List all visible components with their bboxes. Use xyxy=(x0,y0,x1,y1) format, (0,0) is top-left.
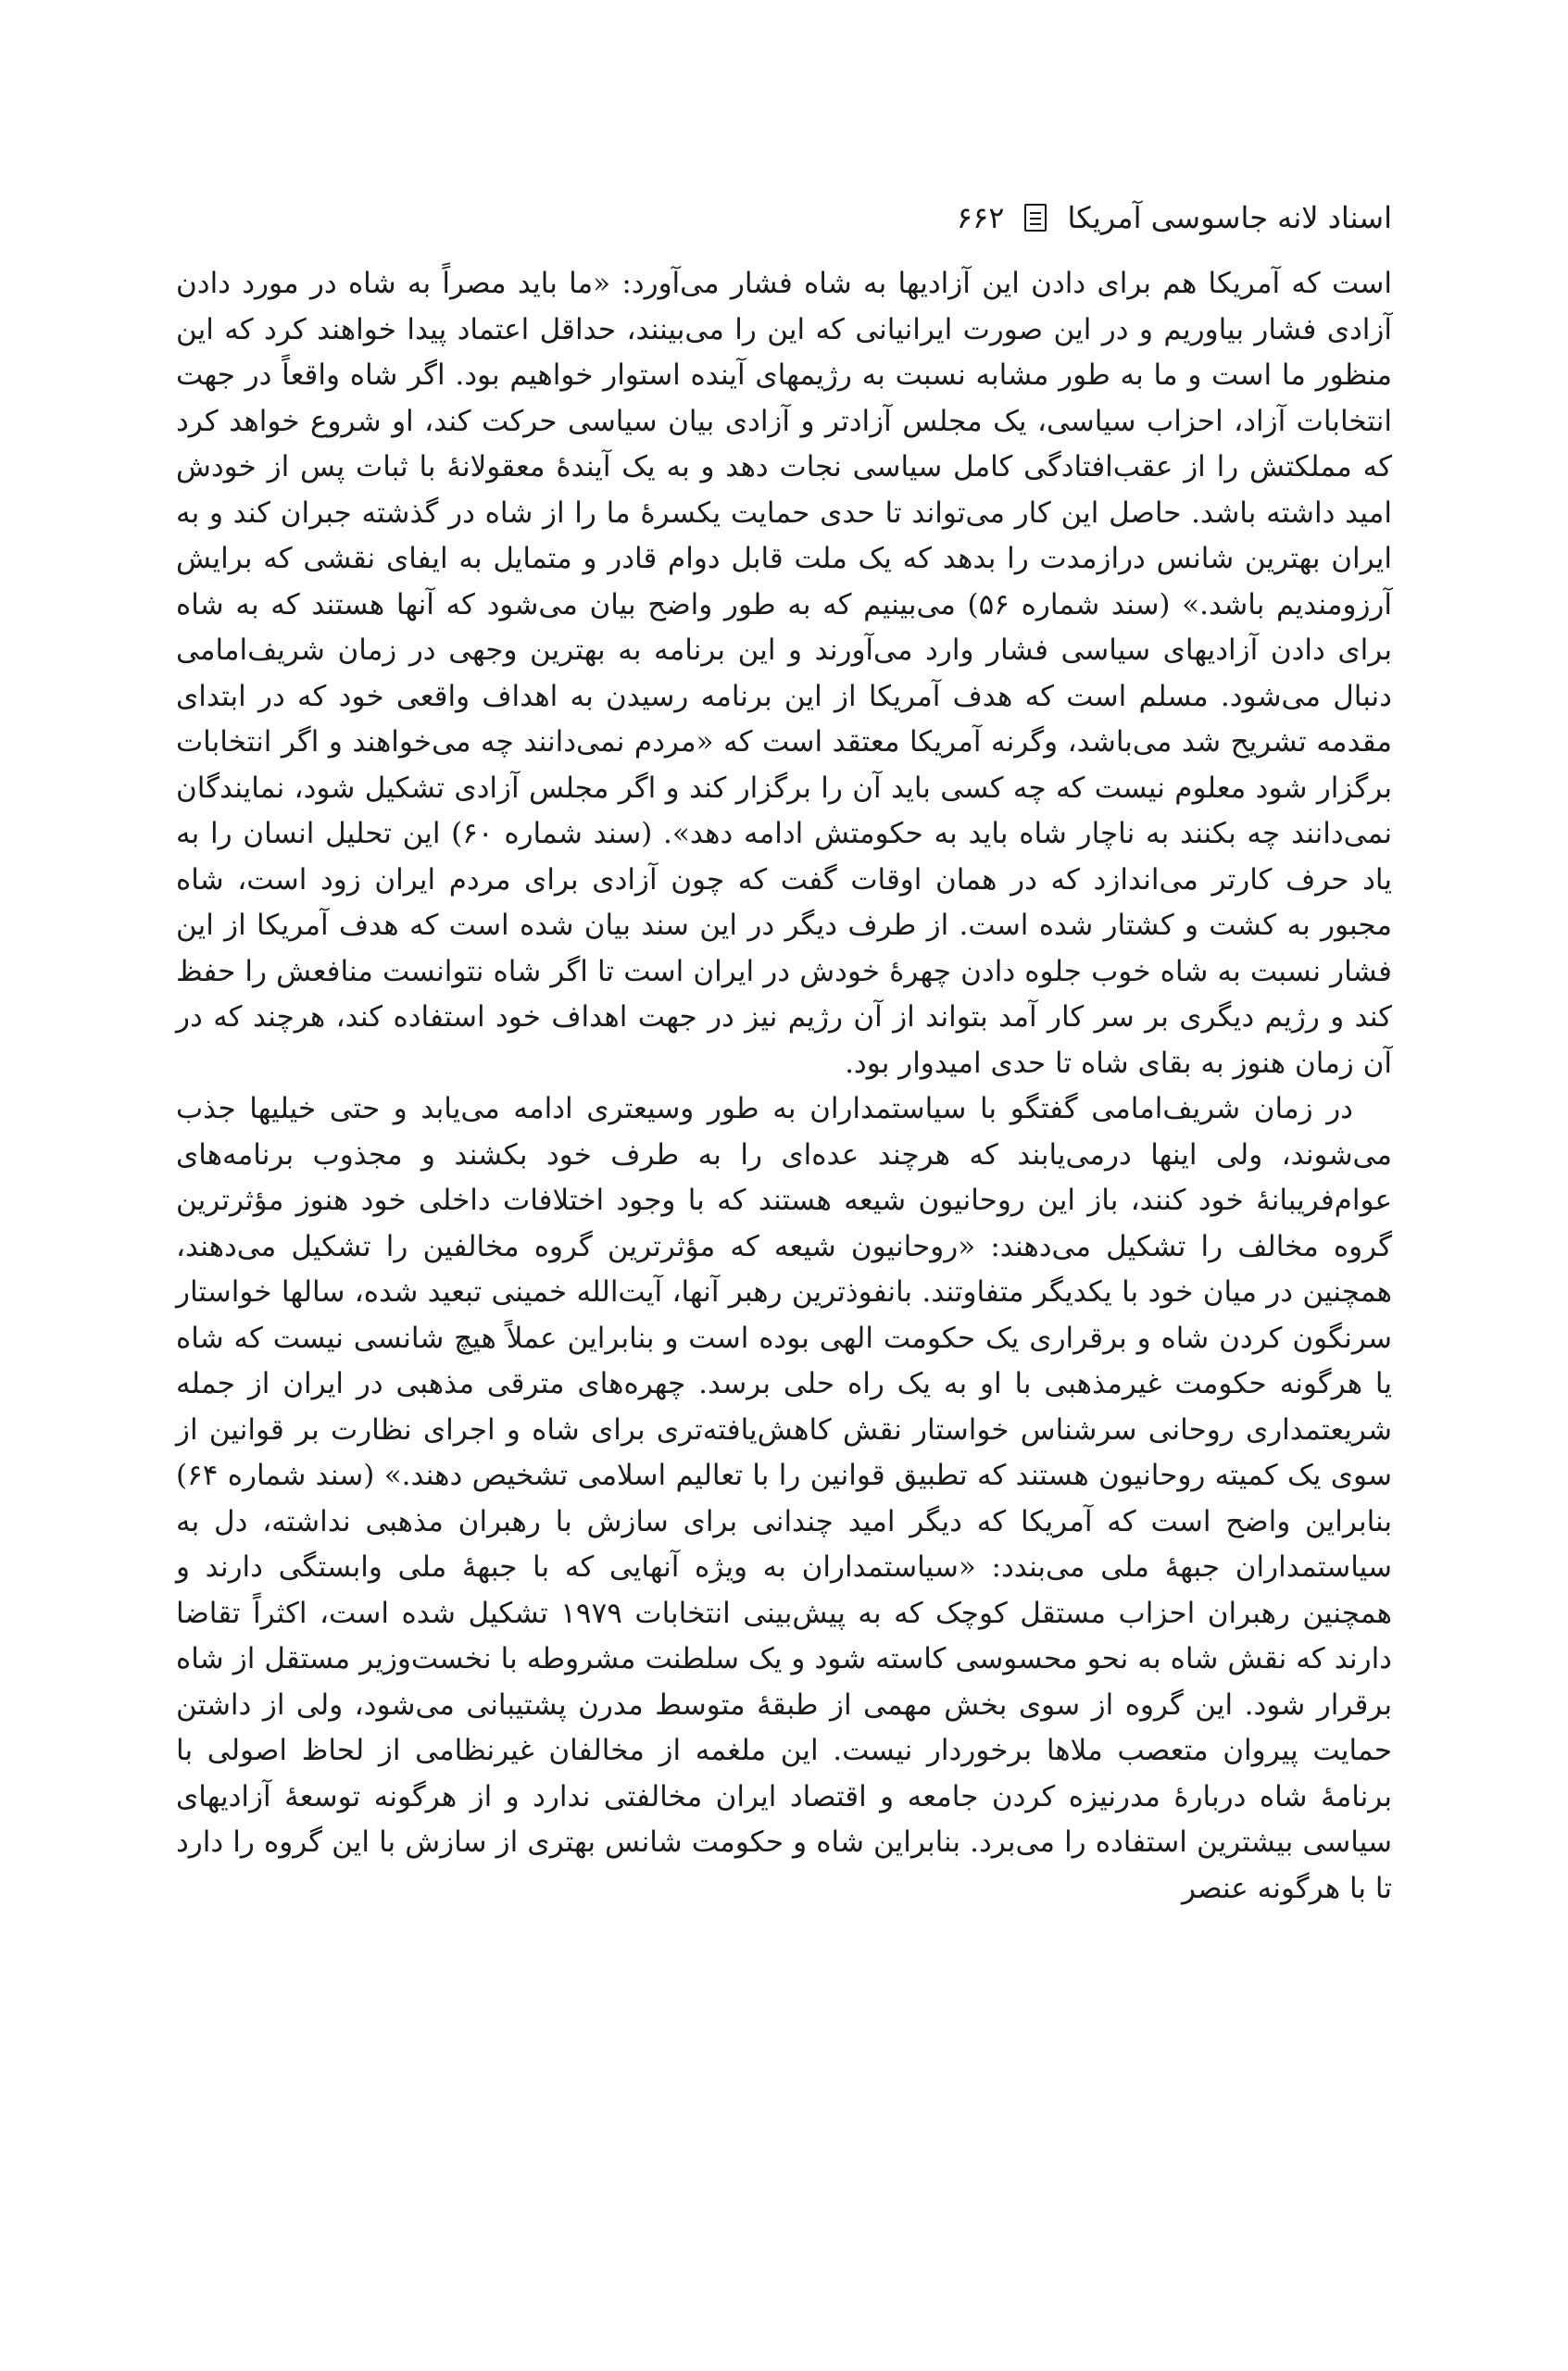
body-text xyxy=(176,261,1392,1912)
book-title: اسناد لانه جاسوسی آمریکا xyxy=(1067,200,1392,235)
running-header xyxy=(176,190,1392,245)
paragraph: است که آمریکا هم برای دادن این آزادیها به شاه فشار می‌آورد: «ما باید مصراً به شاه در مورد دادن آزادی فشار بیاوریم و در این صورت ایرانیانی که این را می‌بینند، حداقل اعتماد پیدا خواهند کرد که این منظور ما است و ما به طور مشابه نسبت به رژیمهای آینده استوار خواهیم بود. اگر شاه واقعاً در جهت انتخابات آزاد، احزاب سیاسی، یک مجلس آزادتر و آزادی بیان سیاسی حرکت کند، او شروع خواهد کرد که مملکتش را از عقب‌افتادگی کامل سیاسی نجات دهد و به یک آیندهٔ معقولانهٔ با ثبات پس از خودش امید داشته باشد. حاصل این کار می‌تواند تا حدی حمایت یکسرهٔ ما را از شاه در گذشته جبران کند و به ایران بهترین شانس درازمدت را بدهد که یک ملت قابل دوام قادر و متمایل به ایفای نقشی که برایش آرزومندیم باشد.» (سند شماره ۵۶) می‌بینیم که به طور واضح بیان می‌شود که آنها هستند که به شاه برای دادن آزادیهای سیاسی فشار وارد می‌آورند و این برنامه به بهترین وجهی در زمان شریف‌امامی دنبال می‌شود. مسلم است که هدف آمریکا از این برنامه رسیدن به اهداف واقعی خود که در ابتدای مقدمه تشریح شد می‌باشد، وگرنه آمریکا معتقد است که «مردم نمی‌دانند چه می‌خواهند و اگر انتخابات برگزار شود معلوم نیست که چه کسی باید آن را برگزار کند و اگر مجلس آزادی تشکیل شود، نمایندگان نمی‌دانند چه بکنند به ناچار شاه باید به حکومتش ادامه دهد». (سند شماره ۶۰) این تحلیل انسان را به یاد حرف کارتر می‌اندازد که در همان اوقات گفت که چون آزادی برای مردم ایران زود است، شاه مجبور به کشت و کشتار شده است. از طرف دیگر در این سند بیان شده است که هدف آمریکا از این فشار نسبت به شاه خوب جلوه دادن چهرهٔ خودش در ایران است تا اگر شاه نتوانست منافعش را حفظ کند و رژیم دیگری بر سر کار آمد بتواند از آن رژیم نیز در جهت اهداف خود استفاده کند، هرچند که در آن زمان هنوز به بقای شاه تا حدی امیدوار بود. xyxy=(176,267,1393,1080)
page-number: ۶۶۲ xyxy=(956,200,1005,235)
document-icon xyxy=(1024,204,1047,232)
paragraph: در زمان شریف‌امامی گفتگو با سیاستمداران به طور وسیعتری ادامه می‌یابد و حتی خیلیها جذب می‌شوند، ولی اینها درمی‌یابند که هرچند عده‌ای را به طرف خود بکشند و مجذوب برنامه‌های عوام‌فریبانهٔ خود کنند، باز این روحانیون شیعه هستند که با وجود اختلافات داخلی خود هنوز مؤثرترین گروه مخالف را تشکیل می‌دهند: «روحانیون شیعه که مؤثرترین گروه مخالفین را تشکیل می‌دهند، همچنین در میان خود با یکدیگر متفاوتند. بانفوذترین رهبر آنها، آیت‌الله خمینی تبعید شده، سالها خواستار سرنگون کردن شاه و برقراری یک حکومت الهی بوده است و بنابراین عملاً هیچ شانسی نیست که شاه یا هرگونه حکومت غیرمذهبی با او به یک راه حلی برسد. چهره‌های مترقی مذهبی در ایران از جمله شریعتمداری روحانی سرشناس خواستار نقش کاهش‌یافته‌تری برای شاه و اجرای نظارت بر قوانین از سوی یک کمیته روحانیون هستند که تطبیق قوانین را با تعالیم اسلامی تشخیص دهند.» (سند شماره ۶۴) بنابراین واضح است که آمریکا که دیگر امید چندانی برای سازش با رهبران مذهبی نداشته، دل به سیاستمداران جبههٔ ملی می‌بندد: «سیاستمداران به ویژه آنهایی که با جبههٔ ملی وابستگی دارند و همچنین رهبران احزاب مستقل کوچک که به پیش‌بینی انتخابات ۱۹۷۹ تشکیل شده است، اکثراً تقاضا دارند که نقش شاه به نحو محسوسی کاسته شود و یک سلطنت مشروطه با نخست‌وزیر مستقل از شاه برقرار شود. این گروه از سوی بخش مهمی از طبقهٔ متوسط مدرن پشتیبانی می‌شود، ولی از داشتن حمایت پیروان متعصب ملاها برخوردار نیست. این ملغمه از مخالفان غیرنظامی از لحاظ اصولی با برنامهٔ شاه دربارهٔ مدرنیزه کردن جامعه و اقتصاد ایران مخالفتی ندارد و از هرگونه توسعهٔ آزادیهای سیاسی بیشترین استفاده را می‌برد. بنابراین شاه و حکومت شانس بهتری از سازش با این گروه را دارد تا با هرگونه عنصر xyxy=(176,1092,1392,1905)
